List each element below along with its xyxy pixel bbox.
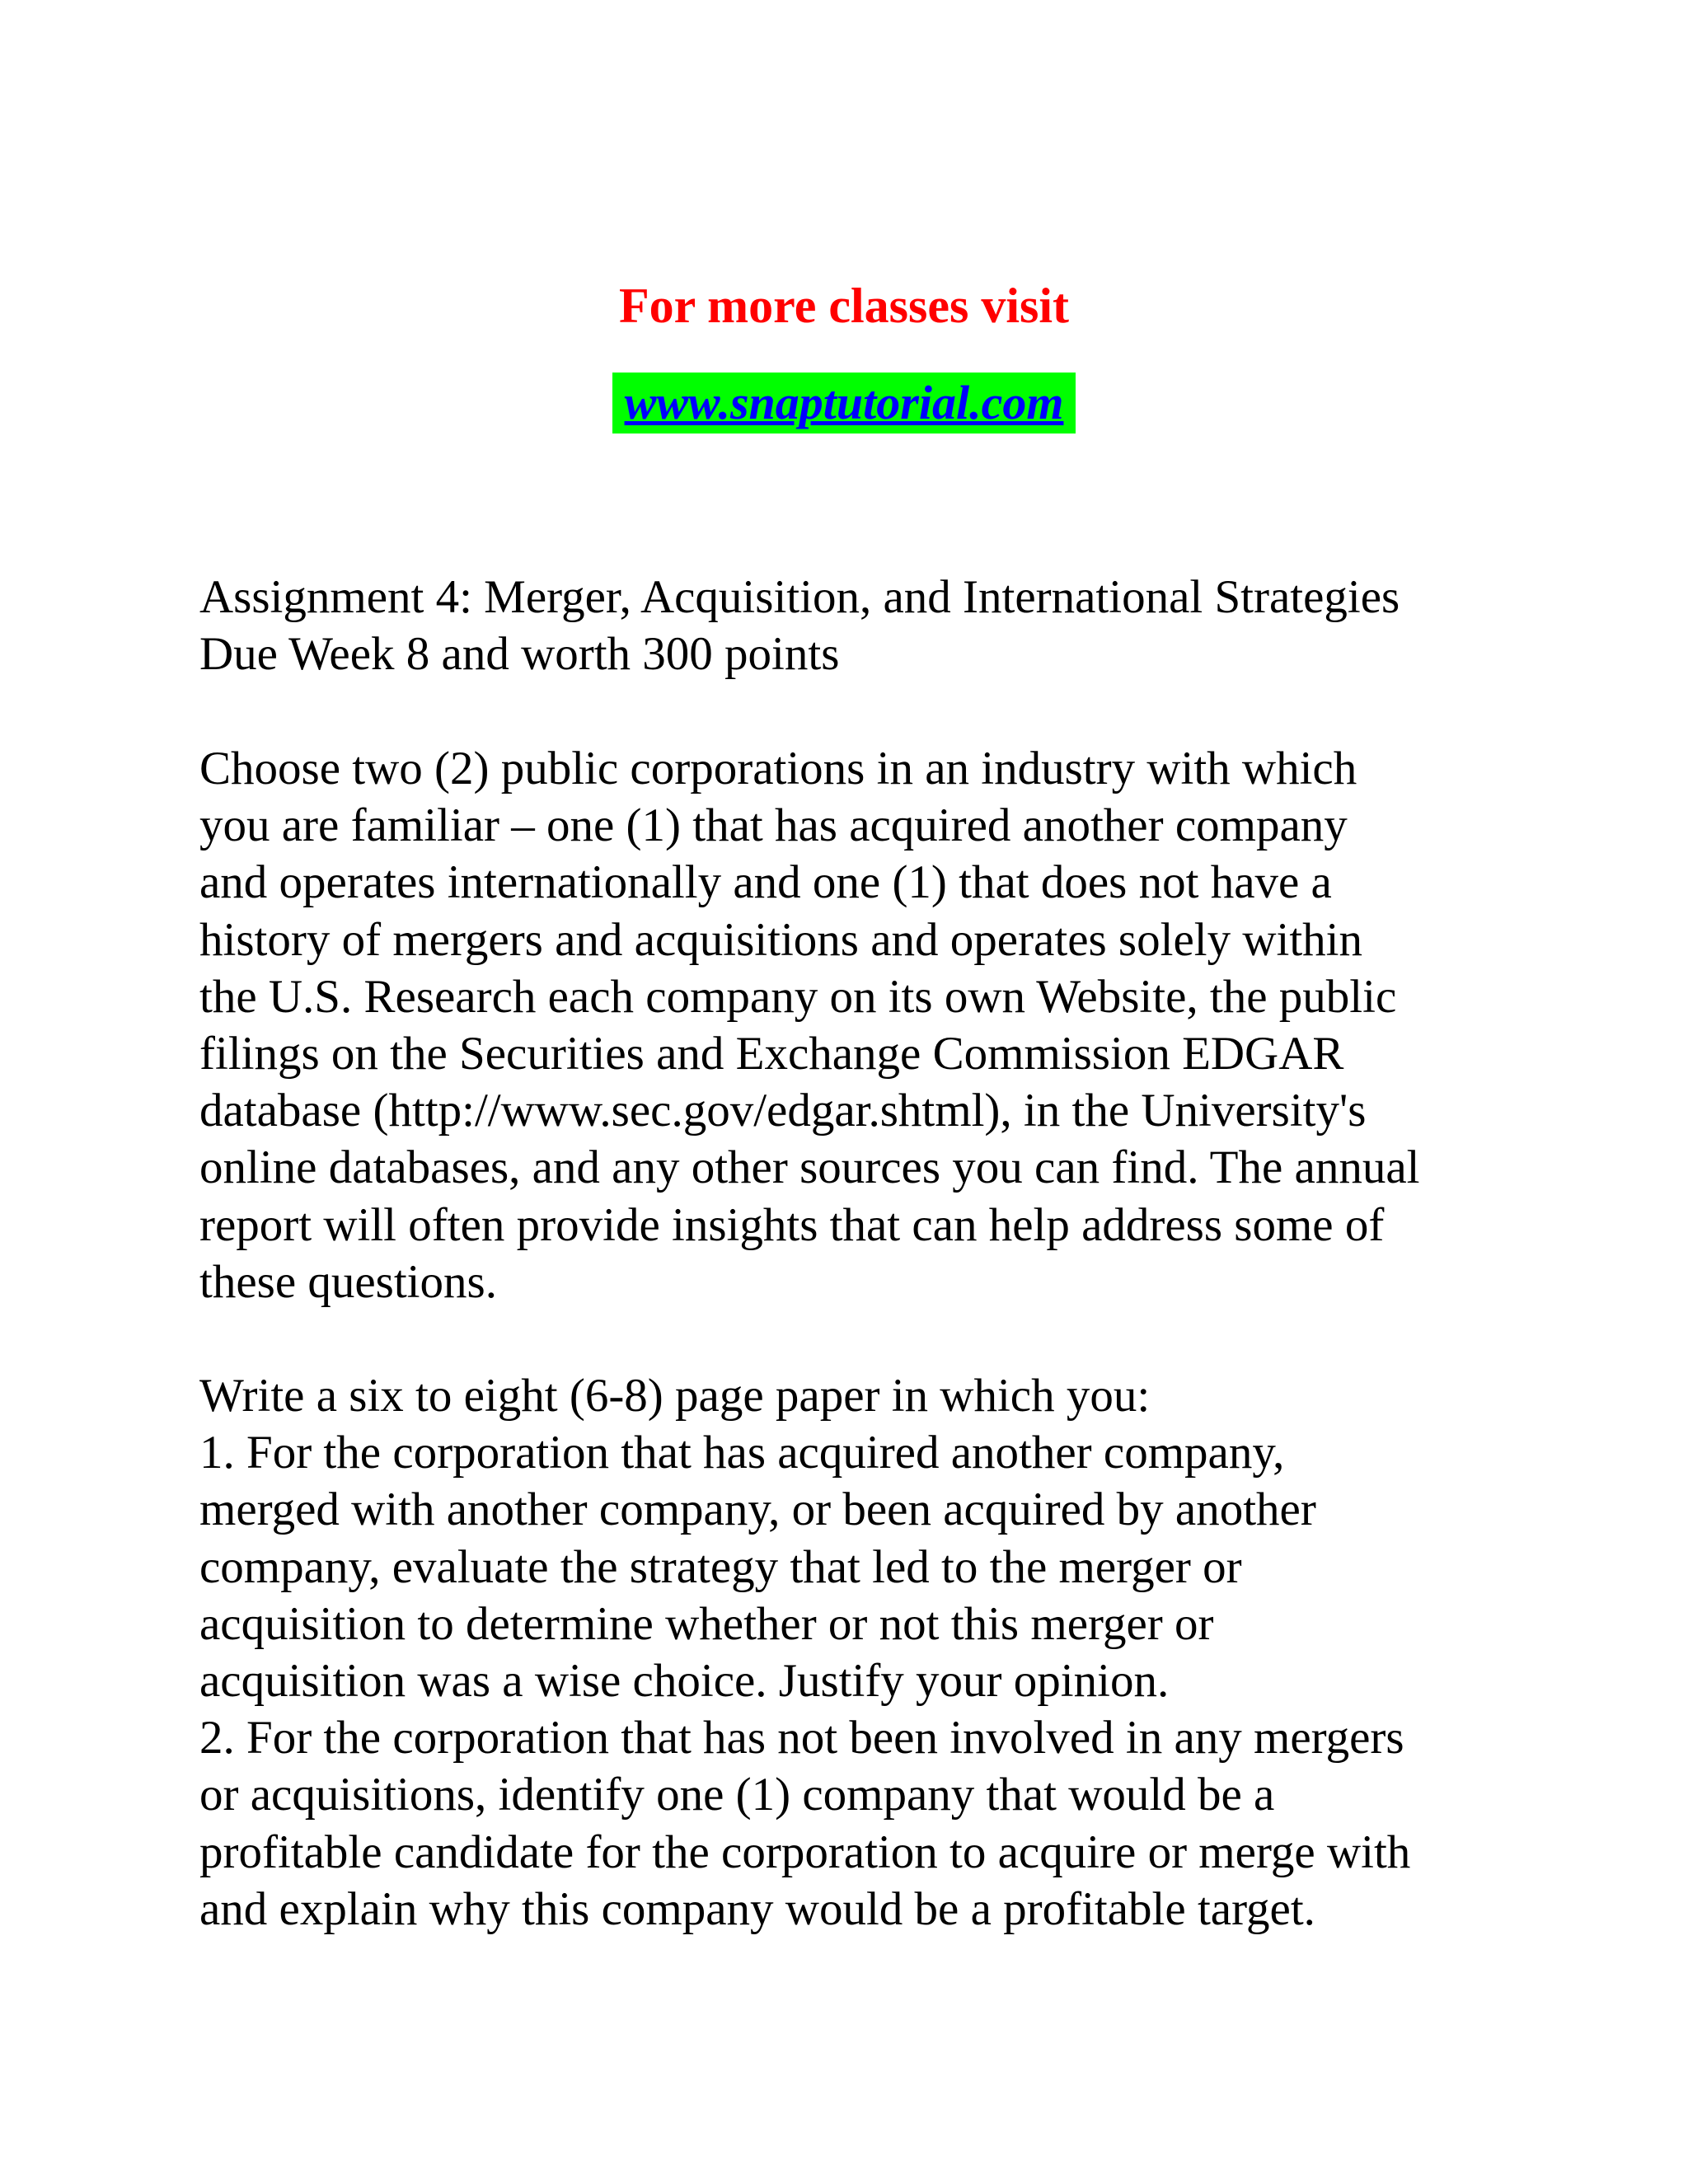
paragraph-line: database (http://www.sec.gov/edgar.shtml), in the University's (199, 1085, 1367, 1137)
website-link[interactable]: www.snaptutorial.com (624, 376, 1064, 429)
paragraph-line: report will often provide insights that can help address some of (199, 1198, 1385, 1251)
instruction-line: and explain why this company would be a profitable target. (199, 1882, 1315, 1935)
instruction-line: acquisition was a wise choice. Justify your opinion. (199, 1655, 1170, 1708)
assignment-instructions (199, 1367, 1518, 1938)
assignment-intro-paragraph (199, 740, 1518, 1310)
paragraph-line: Choose two (2) public corporations in an industry with which (199, 743, 1357, 794)
paragraph-line: you are familiar – one (1) that has acquired another company (199, 799, 1348, 852)
assignment-title-line: Assignment 4: Merger, Acquisition, and International Strategies (199, 571, 1400, 623)
paragraph-line: online databases, and any other sources you can find. The annual (199, 1141, 1420, 1194)
instruction-line: acquisition to determine whether or not this merger or (199, 1597, 1214, 1650)
instruction-line: profitable candidate for the corporation to acquire or merge with (199, 1825, 1411, 1878)
paragraph-line: filings on the Securities and Exchange Commission EDGAR (199, 1028, 1344, 1080)
assignment-heading (199, 569, 1518, 682)
instruction-line: or acquisitions, identify one (1) company that would be a (199, 1769, 1275, 1821)
instruction-line: merged with another company, or been acquired by another (199, 1483, 1316, 1536)
paragraph-line: the U.S. Research each company on its own Website, the public (199, 970, 1397, 1023)
paragraph-line: and operates internationally and one (1) that does not have a (199, 856, 1332, 909)
promo-title: For more classes visit (618, 279, 1069, 333)
instruction-line: 1. For the corporation that has acquired another company, (199, 1427, 1285, 1479)
instruction-line: company, evaluate the strategy that led to the merger or (199, 1540, 1242, 1593)
instructions-intro-line: Write a six to eight (6-8) page paper in which you: (199, 1370, 1151, 1422)
paragraph-line: history of mergers and acquisitions and operates solely within (199, 913, 1363, 966)
link-highlight (612, 373, 1076, 434)
instruction-line: 2. For the corporation that has not been involved in any mergers (199, 1712, 1404, 1765)
assignment-due-line: Due Week 8 and worth 300 points (199, 628, 840, 681)
paragraph-line: these questions. (199, 1255, 497, 1308)
